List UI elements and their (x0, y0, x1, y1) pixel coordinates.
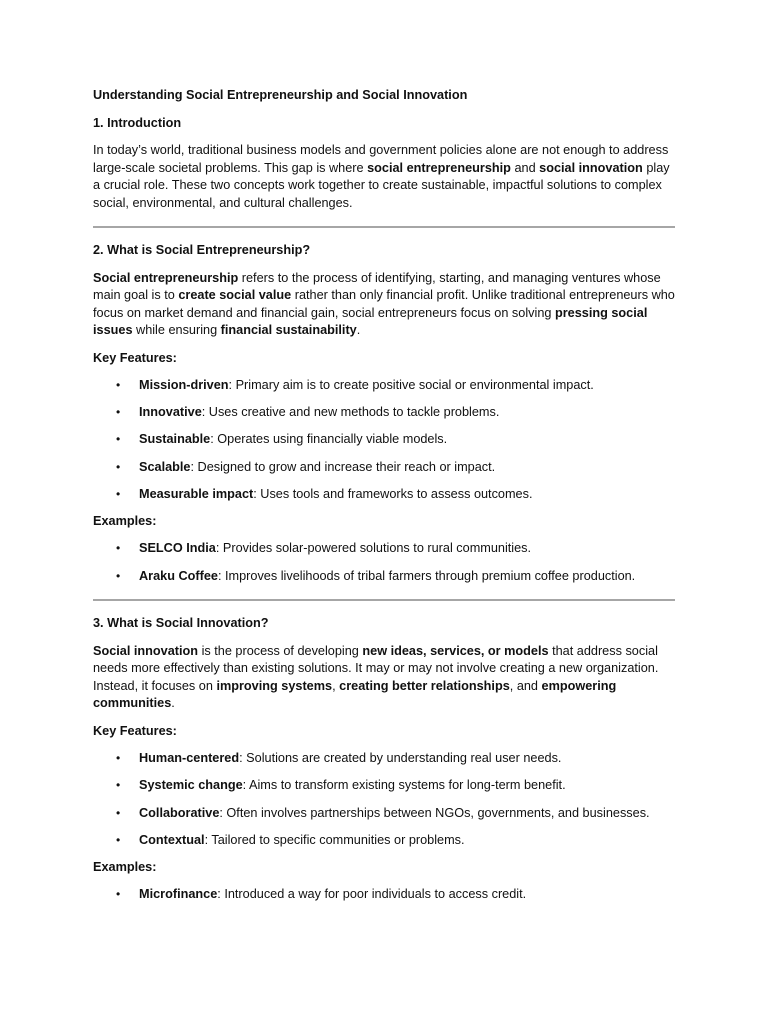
bold-text: social entrepreneurship (367, 160, 511, 175)
text-run: play a crucial role. These two concepts work together to create sustainable, impactful solutions to complex social, environmental, and cultural challenges. (93, 160, 670, 210)
bullet-icon: • (116, 887, 121, 902)
bold-text: Mission-driven (139, 378, 229, 392)
subheading: Key Features: (93, 723, 177, 738)
list-item (93, 777, 675, 795)
text-run: that address social needs more effectively than existing solutions. It may or may not involve creating a new organization. Instead, it focuses on (93, 643, 659, 693)
text-run: , (332, 678, 340, 693)
bullet-icon: • (116, 378, 121, 392)
text-run: : Uses tools and frameworks to assess outcomes. (253, 486, 533, 501)
paragraph (93, 142, 675, 212)
text-run: : Introduced a way for poor individuals to access credit. (217, 887, 527, 902)
text-run: and (510, 160, 540, 175)
section-heading: 2. What is Social Entrepreneurship? (93, 243, 311, 257)
subheading: Examples: (93, 513, 157, 528)
paragraph (93, 270, 675, 340)
bold-text: Scalable (139, 459, 191, 474)
bold-text: SELCO India (139, 541, 216, 556)
list-item (93, 832, 675, 850)
bold-text: Human-centered (139, 751, 240, 766)
bullet-list (93, 540, 675, 585)
text-run: : Improves livelihoods of tribal farmers through premium coffee production. (217, 568, 636, 583)
list-item (93, 431, 675, 449)
bold-text: Measurable impact (139, 486, 254, 501)
bullet-icon: • (116, 459, 121, 474)
bold-text: financial sustainability (220, 323, 357, 337)
bold-text: creating better relationships (339, 678, 510, 693)
list-item (93, 404, 675, 422)
list-item (93, 486, 675, 504)
document-title: Understanding Social Entrepreneurship and Social Innovation (93, 88, 468, 102)
text-run: : Solutions are created by understanding real user needs. (239, 751, 562, 766)
text-run: , and (509, 678, 542, 693)
bold-text: Innovative (139, 405, 202, 420)
bullet-list (93, 886, 675, 904)
text-run: : Uses creative and new methods to tackle problems. (201, 405, 500, 420)
bullet-list (93, 750, 675, 849)
bullet-icon: • (116, 832, 121, 847)
bold-text: Araku Coffee (139, 568, 218, 583)
bold-text: Collaborative (139, 805, 220, 820)
list-item (93, 568, 675, 586)
bold-text: create social value (178, 288, 292, 302)
bold-text: pressing social issues (93, 305, 648, 337)
subheading: Examples: (93, 859, 157, 874)
bullet-list (93, 377, 675, 503)
text-run: : Tailored to specific communities or problems. (204, 832, 465, 847)
bold-text: Contextual (139, 832, 205, 847)
bold-text: Microfinance (139, 887, 218, 902)
bold-text: empowering communities (93, 678, 617, 711)
text-run: : Provides solar-powered solutions to rural communities. (215, 541, 532, 556)
text-run: . (171, 696, 175, 711)
bold-text: Social innovation (93, 643, 199, 658)
list-item (93, 886, 675, 904)
text-run: : Aims to transform existing systems for long-term benefit. (242, 778, 566, 793)
list-item (93, 459, 675, 477)
text-run: rather than only financial profit. Unlike traditional entrepreneurs who focus on market demand and financial gain, social entrepreneurs focus on solving (93, 288, 675, 320)
section-heading: 3. What is Social Innovation? (93, 616, 269, 631)
text-run: : Designed to grow and increase their reach or impact. (190, 459, 496, 474)
list-item (93, 750, 675, 768)
text-run: is the process of developing (198, 643, 363, 658)
bullet-icon: • (116, 751, 121, 766)
bold-text: social innovation (539, 160, 643, 175)
bullet-icon: • (116, 568, 121, 583)
bullet-icon: • (116, 541, 121, 556)
bullet-icon: • (116, 405, 121, 420)
bold-text: new ideas, services, or models (362, 643, 549, 658)
bold-text: improving systems (216, 678, 333, 693)
text-run: refers to the process of identifying, starting, and managing ventures whose main goal is to (93, 270, 661, 302)
text-run: while ensuring (132, 323, 221, 337)
list-item (93, 805, 675, 823)
list-item (93, 540, 675, 558)
bold-text: Sustainable (139, 432, 211, 447)
section-heading: 1. Introduction (93, 115, 182, 130)
list-item (93, 377, 675, 395)
document-body (93, 115, 675, 904)
text-run: In today’s world, traditional business models and government policies alone are not enough to address large-scale societal problems. This gap is where (93, 143, 669, 175)
section-divider (93, 226, 675, 228)
section-divider (93, 599, 675, 601)
bold-text: Social entrepreneurship (93, 270, 239, 285)
text-run: : Often involves partnerships between NGOs, governments, and businesses. (219, 805, 650, 820)
text-run: . (356, 323, 361, 337)
bullet-icon: • (116, 805, 121, 820)
bullet-icon: • (116, 778, 121, 793)
bullet-icon: • (116, 486, 121, 501)
subheading: Key Features: (93, 350, 177, 365)
bold-text: Systemic change (139, 778, 243, 793)
text-run: : Operates using financially viable models. (210, 432, 448, 447)
text-run: : Primary aim is to create positive social or environmental impact. (228, 378, 594, 392)
paragraph (93, 643, 675, 713)
bullet-icon: • (116, 432, 121, 447)
